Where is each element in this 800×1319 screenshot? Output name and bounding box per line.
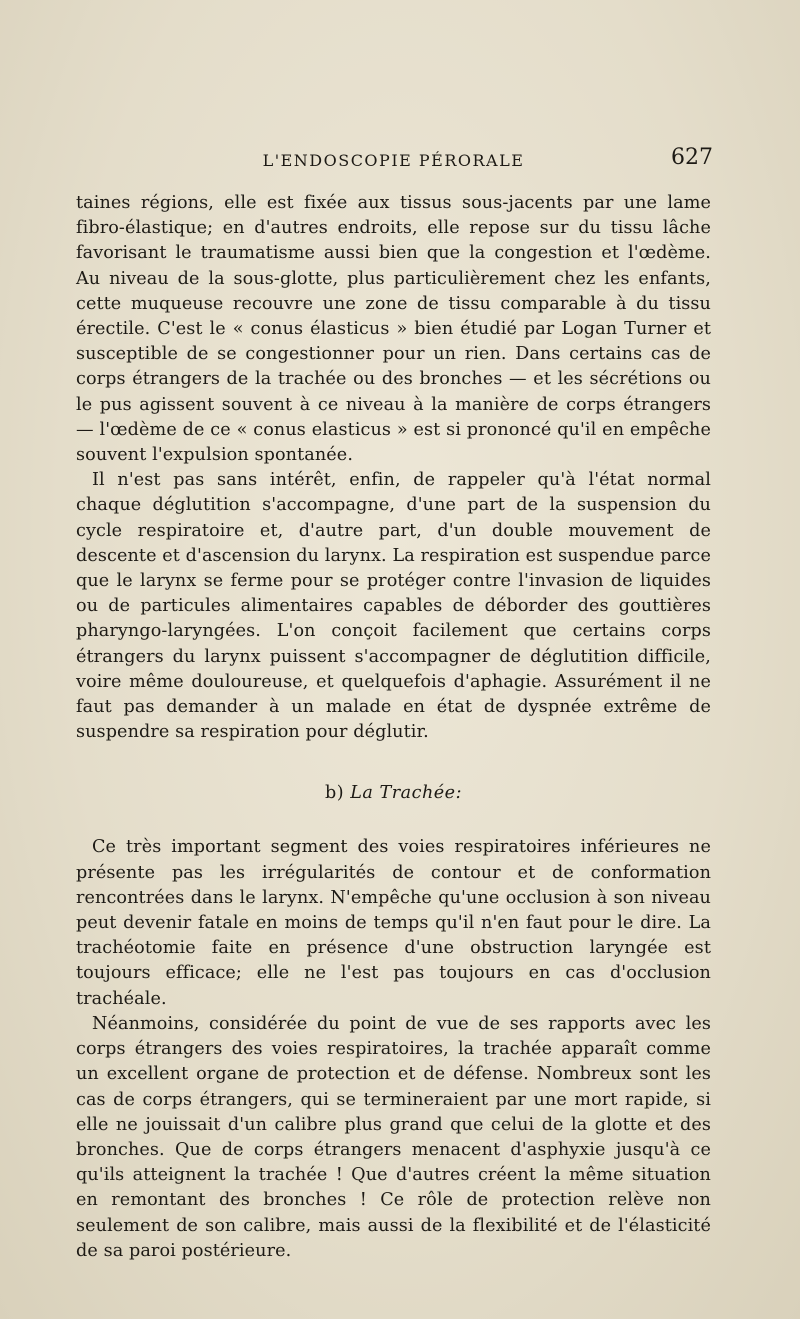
section-heading	[76, 783, 711, 803]
paragraph: taines régions, elle est fixée aux tissus sous-jacents par une lame fibro-élastique; en d'autres endroits, elle repose sur du tissu lâche favorisant le traumatisme aussi bien que la congestion et l'œdème. Au niveau de la sous-glotte, plus particulièrement chez les enfants, cette muqueuse recouvre une zone de tissu comparable à du tissu érectile. C'est le « conus élasticus » bien étudié par Logan Turner et susceptible de se congestionner pour un rien. Dans certains cas de corps étrangers de la trachée ou des bronches — et les sécrétions ou le pus agissent souvent à ce niveau à la manière de corps étrangers — l'œdème de ce « conus elasticus » est si prononcé qu'il en empêche souvent l'expulsion spontanée.	[76, 193, 711, 466]
text-block-bottom	[76, 835, 711, 1263]
paragraph: Néanmoins, considérée du point de vue de ses rapports avec les corps étrangers des voies respiratoires, la trachée apparaît comme un excellent organe de protection et de défense. Nombreux sont les cas de corps étrangers, qui se termineraient par une mort rapide, si elle ne jouissait d'un calibre plus grand que celui de la glotte et des bronches. Que de corps étrangers menacent d'asphyxie jusqu'à ce qu'ils atteignent la trachée ! Que d'autres créent la même situation en remontant des bronches ! Ce rôle de protection relève non seulement de son calibre, mais aussi de la flexibilité et de l'élasticité de sa paroi postérieure.	[76, 1013, 711, 1261]
text-block-top	[76, 191, 711, 745]
section-marker: b)	[324, 783, 345, 804]
running-head	[76, 145, 711, 181]
section-title: La Trachée:	[350, 783, 463, 804]
book-page	[76, 145, 711, 1295]
paragraph: Ce très important segment des voies respiratoires inférieures ne présente pas les irrégularités de contour et de conformation rencontrées dans le larynx. N'empêche qu'une occlusion à son niveau peut devenir fatale en moins de temps qu'il n'en faut pour le dire. La trachéotomie faite en présence d'une obstruction laryngée est toujours efficace; elle ne l'est pas toujours en cas d'occlusion trachéale.	[76, 837, 711, 1009]
page-number: 627	[671, 145, 713, 170]
paragraph: Il n'est pas sans intérêt, enfin, de rappeler qu'à l'état normal chaque déglutition s'accompagne, d'une part de la suspension du cycle respiratoire et, d'autre part, d'un double mouvement de descente et d'ascension du larynx. La respiration est suspendue parce que le larynx se ferme pour se protéger contre l'invasion de liquides ou de particules alimentaires capables de déborder des gouttières pharyngo-laryngées. L'on conçoit facilement que certains corps étrangers du larynx puissent s'accompagner de déglutition difficile, voire même douloureuse, et quelquefois d'aphagie. Assurément il ne faut pas demander à un malade en état de dyspnée extrême de suspendre sa respiration pour déglutir.	[76, 470, 711, 743]
running-title: L'ENDOSCOPIE PÉRORALE	[262, 151, 525, 170]
